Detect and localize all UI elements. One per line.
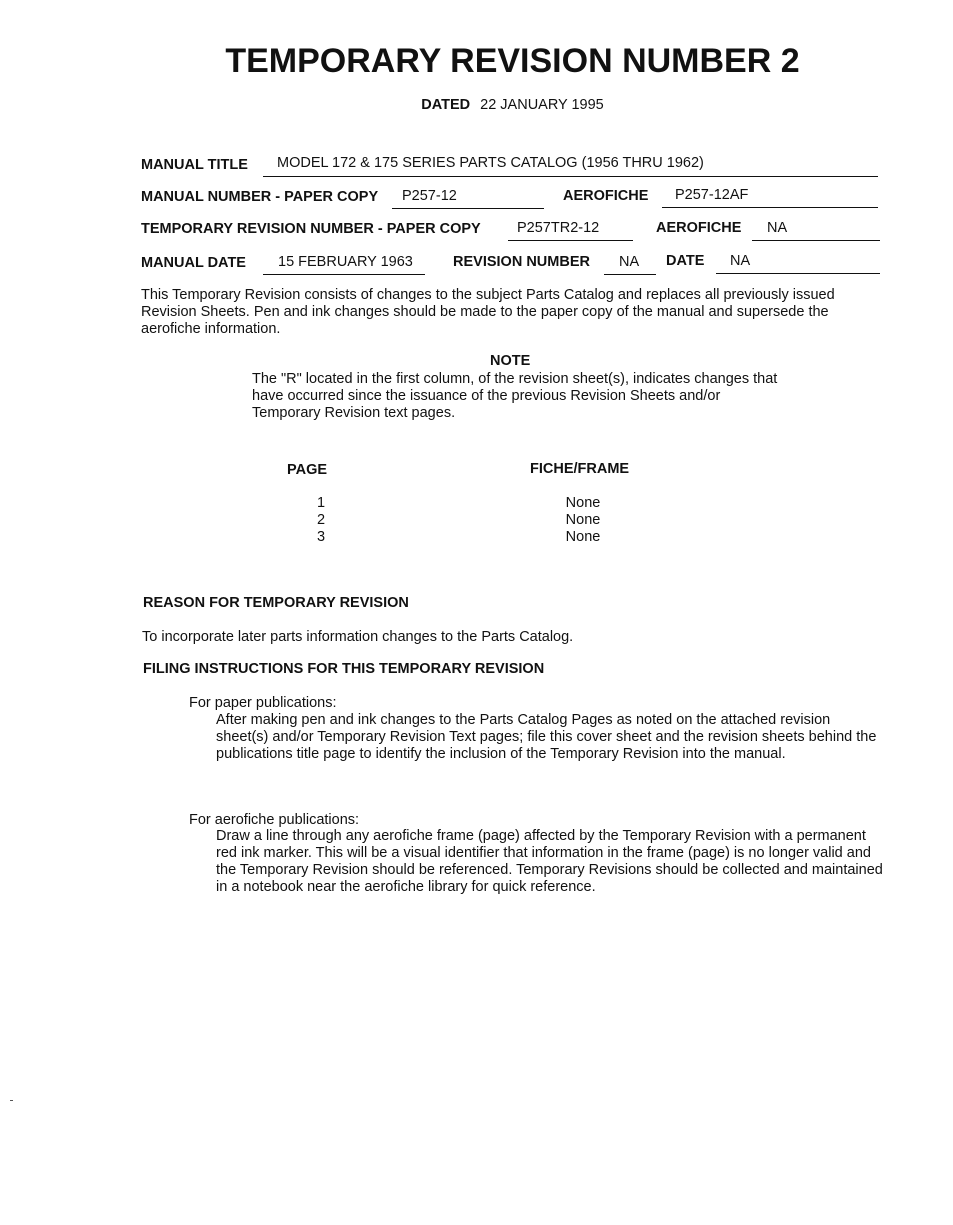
manual-aerofiche-underline (662, 207, 878, 208)
manual-title-underline (263, 176, 878, 177)
table-cell-fiche: None (565, 512, 601, 528)
scan-speck (10, 1100, 13, 1101)
note-heading: NOTE (490, 353, 531, 369)
intro-paragraph: This Temporary Revision consists of changes to the subject Parts Catalog and replaces all previously issued Revision Sheets. Pen and ink changes should be made to the paper copy of the manual and supersede the aerofiche information. (141, 287, 835, 337)
tr-aerofiche-label: AEROFICHE (656, 220, 742, 236)
aerofiche-publications-text: Draw a line through any aerofiche frame (page) affected by the Temporary Revision with a permanent red ink marker. This will be a visual identifier that information in the frame (page) is no longer valid and the Temporary Revision should be referenced. Temporary Revisions should be collected and maintained in a notebook near the aerofiche library for quick reference. (216, 828, 883, 895)
manual-title-value: MODEL 172 & 175 SERIES PARTS CATALOG (1956 THRU 1962) (277, 155, 704, 171)
table-header-page: PAGE (287, 462, 328, 478)
paper-publications-text: After making pen and ink changes to the Parts Catalog Pages as noted on the attached revision sheet(s) and/or Temporary Revision Text pages; file this cover sheet and the revision sheets behind the publications title page to identify the inclusion of the Temporary Revision into the manual. (216, 712, 877, 762)
table-cell-fiche: None (565, 495, 601, 511)
manual-date-label: MANUAL DATE (141, 255, 246, 271)
tr-aerofiche-underline (752, 240, 880, 241)
tr-aerofiche-value: NA (767, 220, 788, 236)
dated-value: 22 JANUARY 1995 (480, 97, 604, 113)
manual-number-value: P257-12 (402, 188, 457, 204)
aerofiche-publications-label: For aerofiche publications: (189, 812, 360, 828)
reason-text: To incorporate later parts information changes to the Parts Catalog. (142, 629, 574, 645)
table-cell-page: 2 (316, 512, 326, 528)
tr-number-value: P257TR2-12 (517, 220, 600, 236)
dated-label: DATED (421, 97, 471, 113)
table-cell-page: 1 (316, 495, 326, 511)
page-title: TEMPORARY REVISION NUMBER 2 (225, 42, 800, 80)
note-text: The "R" located in the first column, of the revision sheet(s), indicates changes that have occurred since the issuance of the previous Revision Sheets and/or Temporary Revision text pages. (252, 371, 778, 421)
manual-number-underline (392, 208, 544, 209)
tr-number-label: TEMPORARY REVISION NUMBER - PAPER COPY (141, 221, 481, 237)
revision-number-value: NA (619, 254, 640, 270)
manual-number-label: MANUAL NUMBER - PAPER COPY (141, 189, 379, 205)
manual-aerofiche-label: AEROFICHE (563, 188, 649, 204)
manual-title-label: MANUAL TITLE (141, 157, 248, 173)
paper-publications-label: For paper publications: (189, 695, 337, 711)
date-label: DATE (666, 253, 705, 269)
table-cell-page: 3 (316, 529, 326, 545)
revision-number-underline (604, 274, 656, 275)
table-cell-fiche: None (565, 529, 601, 545)
manual-date-underline (263, 274, 425, 275)
manual-date-value: 15 FEBRUARY 1963 (278, 254, 413, 270)
table-header-fiche-frame: FICHE/FRAME (530, 461, 630, 477)
date-underline (716, 273, 880, 274)
manual-aerofiche-value: P257-12AF (675, 187, 749, 203)
tr-number-underline (508, 240, 633, 241)
date-value: NA (730, 253, 751, 269)
filing-heading: FILING INSTRUCTIONS FOR THIS TEMPORARY REVISION (143, 661, 545, 677)
revision-number-label: REVISION NUMBER (453, 254, 590, 270)
dated-line (0, 97, 953, 113)
reason-heading: REASON FOR TEMPORARY REVISION (143, 595, 409, 611)
